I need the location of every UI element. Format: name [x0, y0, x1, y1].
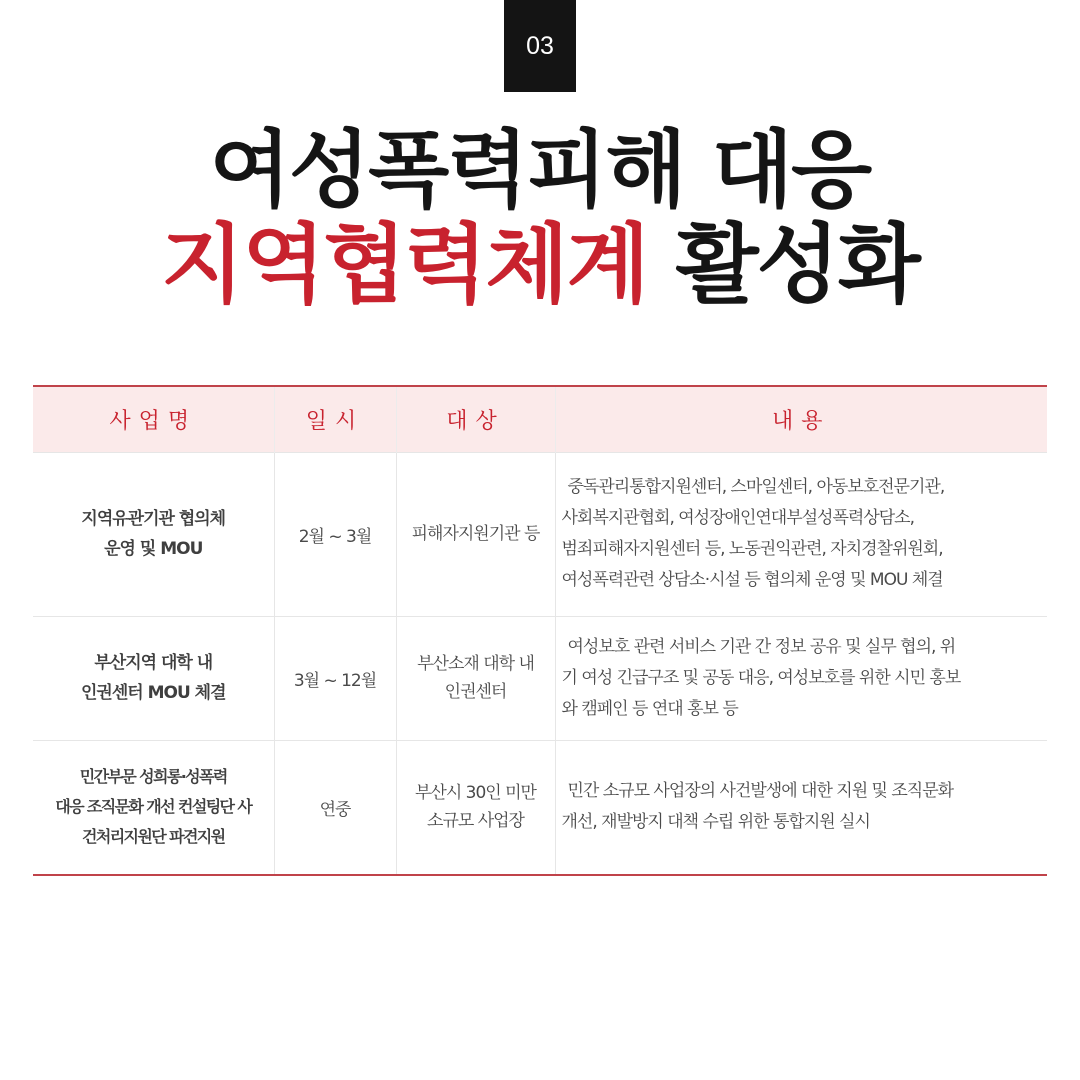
target-line: 인권센터 — [444, 682, 507, 702]
content-line: 여성폭력관련 상담소·시설 등 협의체 운영 및 MOU 체결 — [561, 570, 943, 590]
program-name-cell — [33, 452, 274, 616]
page-title-line-1: 여성폭력피해 대응 — [209, 121, 871, 219]
content-line: 기 여성 긴급구조 및 공동 대응, 여성보호를 위한 시민 홍보 — [561, 667, 961, 688]
target-line: 부산시 30인 미만 — [415, 783, 536, 804]
table-row — [33, 452, 1047, 616]
page-number-badge: 03 — [504, 0, 576, 92]
date-cell: 3월 ~ 12월 — [274, 616, 396, 740]
header-target: 대상 — [396, 386, 555, 452]
table-row — [33, 616, 1047, 740]
table-header-row — [33, 386, 1047, 452]
table-row — [33, 740, 1047, 875]
content-cell — [555, 616, 1047, 740]
program-name-line: 건처리지원단 파견지원 — [81, 827, 225, 847]
target-cell — [396, 452, 555, 616]
target-line: 소규모 사업장 — [427, 811, 524, 832]
program-name-cell — [33, 616, 274, 740]
target-line: 피해자지원기관 등 — [411, 524, 540, 544]
content-line: 중독관리통합지원센터, 스마일센터, 아동보호전문기관, — [567, 477, 945, 497]
target-cell — [396, 616, 555, 740]
header-program-name: 사업명 — [33, 386, 274, 452]
page-title-line-2 — [0, 215, 1080, 315]
program-name-line: 민간부문 성희롱·성폭력 — [79, 767, 227, 787]
program-name-cell — [33, 740, 274, 875]
content-cell — [555, 452, 1047, 616]
content-line: 민간 소규모 사업장의 사건발생에 대한 지원 및 조직문화 — [567, 781, 954, 802]
content-line: 와 캠페인 등 연대 홍보 등 — [561, 698, 738, 719]
title-highlight: 지역협력체계 — [161, 215, 648, 315]
program-table — [33, 385, 1047, 876]
target-cell — [396, 740, 555, 875]
content-cell — [555, 740, 1047, 875]
content-line: 개선, 재발방지 대책 수립 위한 통합지원 실시 — [561, 812, 870, 833]
title-rest: 활성화 — [675, 215, 919, 315]
header-date: 일시 — [274, 386, 396, 452]
content-line: 범죄피해자지원센터 등, 노동권익관련, 자치경찰위원회, — [561, 539, 943, 559]
content-line: 사회복지관협회, 여성장애인연대부설성폭력상담소, — [561, 508, 914, 528]
program-name-line: 대응 조직문화 개선 컨설팅단 사 — [55, 797, 252, 817]
program-name-line: 운영 및 MOU — [104, 539, 203, 559]
date-cell: 2월 ~ 3월 — [274, 452, 396, 616]
program-name-line: 인권센터 MOU 체결 — [80, 683, 226, 703]
content-line: 여성보호 관련 서비스 기관 간 정보 공유 및 실무 협의, 위 — [567, 636, 956, 657]
program-name-line: 부산지역 대학 내 — [94, 653, 213, 673]
header-content: 내용 — [555, 386, 1047, 452]
target-line: 부산소재 대학 내 — [417, 654, 534, 674]
program-name-line: 지역유관기관 협의체 — [81, 509, 226, 529]
date-cell: 연중 — [274, 740, 396, 875]
